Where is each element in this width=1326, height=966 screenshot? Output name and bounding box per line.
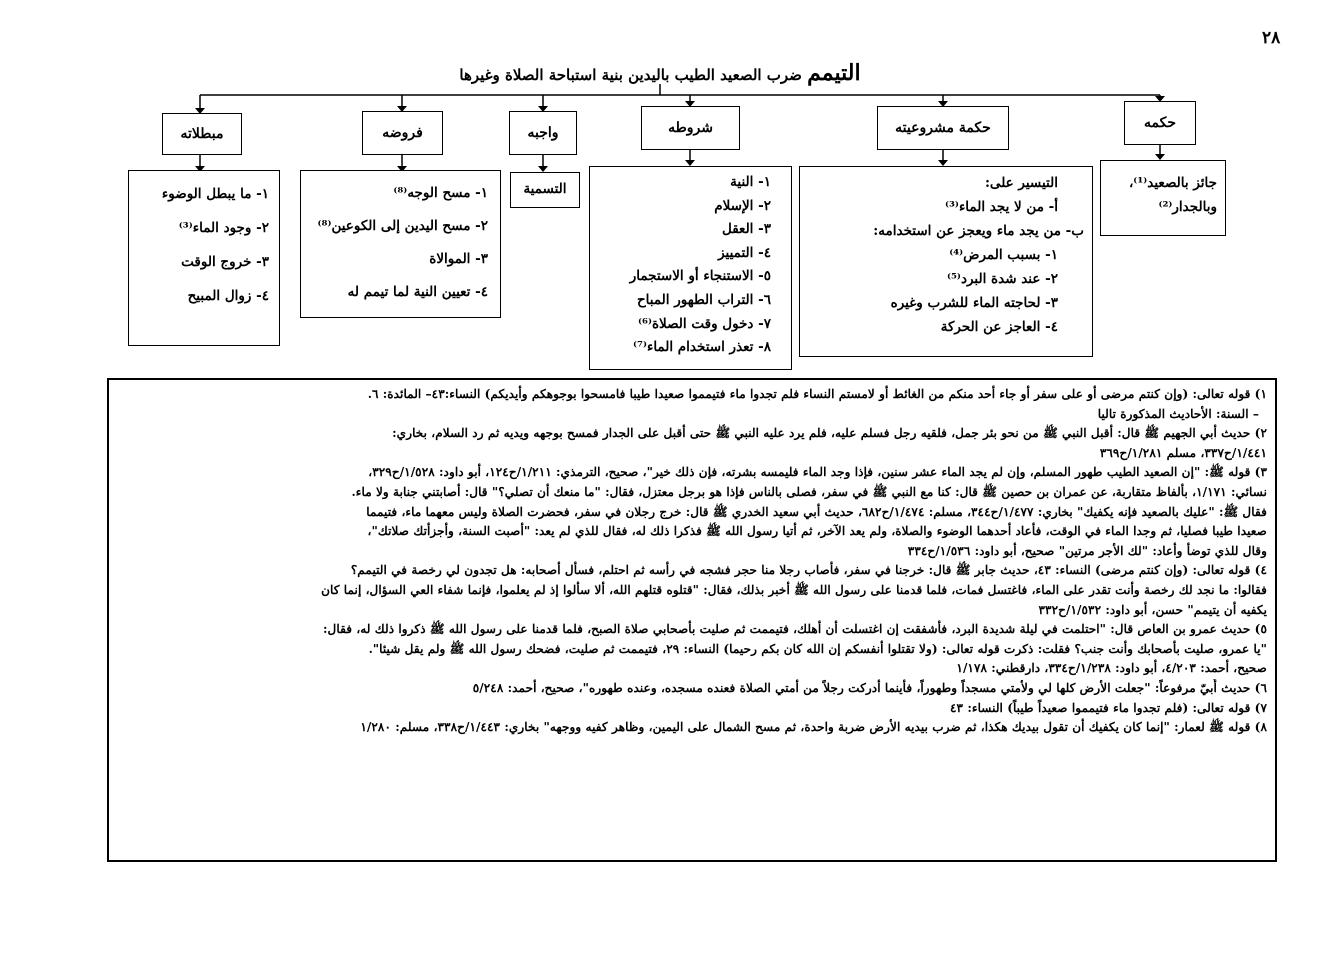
wisdom-box	[799, 166, 1093, 357]
nullifiers-line: ٢- وجود الماء⁽³⁾	[178, 220, 269, 236]
obligatory-box	[510, 172, 580, 208]
footnotes-box	[107, 378, 1277, 862]
wisdom-line: ٣- لحاجته الماء للشرب وغيره	[890, 295, 1058, 311]
footnote-line: فقال ﷺ: "عليك بالصعيد فإنه يكفيك" بخاري: ١/٤٧٧/ح٣٤٤، مسلم: ١/٤٧٤/ح٦٨٢، حديث أبي سعيد الخدري ﷺ قال: خرج رجلان في سفر، فحضرت الصلاة وليس معهما ماء، فتيمما	[366, 504, 1267, 519]
title-term: التيمم	[807, 60, 861, 86]
conditions-line: ٨- تعذر استخدام الماء⁽⁷⁾	[633, 339, 771, 356]
footnote-line: ٢) حديث أبي الجهيم ﷺ قال: أقبل النبي ﷺ من نحو بئر جمل، فلقيه رجل فسلم عليه، فلم يرد عليه النبي ﷺ حتى أقبل على الجدار فمسح بوجهه ويديه ثم رد السلام، بخاري:	[392, 426, 1267, 441]
header-obligatory: واجبه	[509, 111, 577, 155]
footnote-line: ١/٤٤١/ح٣٣٧، مسلم ١/٢٨١/ح٣٦٩	[1099, 445, 1267, 460]
conditions-line: ٧- دخول وقت الصلاة⁽⁶⁾	[637, 315, 771, 332]
wisdom-line: ب- من يجد ماء ويعجز عن استخدامه:	[873, 223, 1084, 239]
wisdom-line: التيسير على:	[984, 175, 1058, 191]
header-pillars: فروضه	[362, 111, 443, 155]
footnote-line: – السنة: الأحاديث المذكورة تاليا	[1097, 406, 1259, 421]
title-definition: ضرب الصعيد الطيب باليدين بنية استباحة الصلاة وغيرها	[459, 66, 802, 84]
footnote-line: ٨) قوله ﷺ لعمار: "إنما كان يكفيك أن تقول بيديك هكذا، ثم ضرب بيديه الأرض ضربة واحدة، ثم مسح الشمال على اليمين، وظاهر كفيه ووجهه" بخاري: ١/٤٤٣/ح٣٣٨، مسلم: ١/٢٨٠	[360, 720, 1267, 735]
footnote-line: صحيح، أحمد: ٤/٢٠٣، أبو داود: ١/٢٣٨/ح٣٣٤، دارقطني: ١/١٧٨	[956, 661, 1267, 676]
conditions-line: ٣- العقل	[722, 221, 771, 238]
conditions-box	[589, 166, 792, 370]
footnote-line: ٤) قوله تعالى: (وإن كنتم مرضى) النساء: ٤٣، حديث جابر ﷺ قال: خرجنا في سفر، فأصاب رجلا منا حجر فشجه في رأسه ثم احتلم، فسأل أصحابه: هل تجدون لي رخصة في التيمم؟	[350, 563, 1267, 578]
footnote-line: ٥) حديث عمرو بن العاص قال: "احتلمت في ليلة شديدة البرد، فأشفقت إن اغتسلت أن أهلك، فتيممت ثم صليت بأصحابي صلاة الصبح، فلما قدمنا على رسول الله ﷺ ذكروا ذلك له، فقال:	[323, 622, 1267, 637]
nullifiers-line: ٤- زوال المبيح	[187, 288, 269, 304]
conditions-line: ٤- التمييز	[718, 244, 771, 261]
nullifiers-line: ١- ما يبطل الوضوء	[161, 186, 269, 202]
footnote-line: فقالوا: ما نجد لك رخصة وأنت تقدر على الماء، فاغتسل فمات، فلما قدمنا على رسول الله ﷺ أخبر بذلك، فقال: "قتلوه قتلهم الله، ألا سألوا إذ لم يعلموا، فإنما شفاء العي السؤال، إنما كان	[321, 582, 1267, 597]
wisdom-line: أ- من لا يجد الماء⁽³⁾	[944, 199, 1058, 215]
conditions-line: ١- النية	[730, 174, 771, 190]
nullifiers-box	[128, 170, 280, 346]
footnote-line: يكفيه أن يتيمم" حسن، أبو داود: ١/٥٣٢/ح٣٣٢	[1038, 602, 1267, 617]
footnote-line: "يا عمرو، صليت بأصحابك وأنت جنب؟ فقلت: ذكرت قوله تعالى: (ولا تقتلوا أنفسكم إن الله كان بكم رحيما) النساء: ٢٩، فتيممت ثم صليت، فضحك رسول الله ﷺ ولم يقل شيئا".	[368, 641, 1267, 656]
footnote-line: ٣) قوله ﷺ: "إن الصعيد الطيب طهور المسلم، وإن لم يجد الماء عشر سنين، فإذا وجد الماء فليمسه بشرته، فإن ذلك خير"، صحيح، الترمذي: ١/٢١١/ح١٢٤، أبو داود: ١/٥٢٨/ح٣٢٩،	[368, 465, 1267, 480]
wisdom-line: ١- بسبب المرض⁽⁴⁾	[949, 247, 1058, 263]
page-number: ٢٨	[1262, 28, 1281, 48]
conditions-line: ٦- التراب الطهور المباح	[636, 291, 771, 308]
footnote-line: وقال للذي توضأ وأعاد: "لك الأجر مرتين" صحيح، أبو داود: ١/٥٣٦/ح٣٣٤	[907, 543, 1267, 558]
header-ruling: حكمه	[1124, 101, 1196, 145]
ruling-line: جائز بالصعيد⁽¹⁾،	[1128, 175, 1217, 191]
header-nullifiers: مبطلاته	[162, 113, 242, 155]
nullifiers-line: ٣- خروج الوقت	[181, 254, 269, 270]
pillars-line: ١- مسح الوجه⁽⁸⁾	[393, 185, 488, 201]
pillars-line: ٢- مسح اليدين إلى الكوعين⁽⁸⁾	[317, 218, 488, 234]
footnote-line: ٦) حديث أُبيّ مرفوعاً: "جعلت الأرض كلها لي ولأمتي مسجداً وطهوراً، فأينما أدركت رجلاً من أمتي الصلاة فعنده مسجده، وعنده طهوره"، صحيح، أحمد: ٥/٢٤٨	[472, 680, 1267, 695]
header-conditions: شروطه	[641, 106, 740, 150]
wisdom-line: ٢- عند شدة البرد⁽⁵⁾	[946, 271, 1058, 287]
pillars-line: ٣- الموالاة	[429, 251, 488, 267]
ruling-box	[1100, 160, 1226, 236]
conditions-line: ٢- الإسلام	[714, 197, 771, 214]
footnote-line: نسائي: ١/١٧١، بألفاظ متقاربة، عن عمران بن حصين ﷺ قال: كنا مع النبي ﷺ في سفر، فصلى بالناس فإذا هو برجل معتزل، فقال: "ما منعك أن تصلي؟" قال: أصابتني جنابة ولا ماء.	[351, 484, 1267, 499]
header-wisdom: حكمة مشروعيته	[877, 106, 1009, 150]
ruling-line: وبالجدار⁽²⁾	[1158, 199, 1217, 215]
footnote-line: ١) قوله تعالى: (وإن كنتم مرضى أو على سفر أو جاء أحد منكم من الغائط أو لامستم النساء فلم تجدوا ماء فتيمموا صعيدا طيبا فامسحوا بوجوهكم وأيديكم) النساء:٤٣– المائدة: ٦.	[367, 387, 1267, 401]
footnote-line: صعيدا طيبا فصليا، ثم وجدا الماء في الوقت، فأعاد أحدهما الوضوء والصلاة، ولم يعد الآخر، ثم أتيا رسول الله ﷺ فذكرا ذلك له، فقال للذي لم يعد: "أصبت السنة، وأجزأتك صلاتك"،	[367, 524, 1267, 539]
obligatory-line: التسمية	[523, 181, 567, 197]
pillars-line: ٤- تعيين النية لما تيمم له	[347, 284, 488, 300]
pillars-box	[300, 170, 501, 318]
wisdom-line: ٤- العاجز عن الحركة	[940, 319, 1058, 335]
conditions-line: ٥- الاستنجاء أو الاستجمار	[629, 268, 771, 285]
footnote-line: ٧) قوله تعالى: (فلم تجدوا ماء فتيمموا صعيداً طيباً) النساء: ٤٣	[950, 700, 1267, 715]
